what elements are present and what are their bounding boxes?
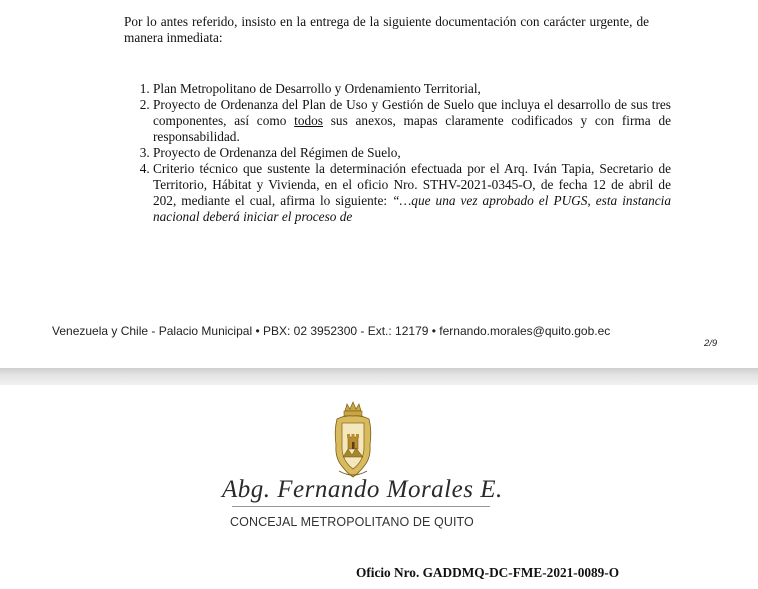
intro-paragraph: Por lo antes referido, insisto en la entrega de la siguiente documentación con carácter urgente, de manera inmediata:: [124, 14, 649, 45]
page-number: 2/9: [704, 338, 718, 349]
page-separator: [0, 368, 758, 385]
signature: Abg. Fernando Morales E.: [222, 476, 503, 503]
signature-title: CONCEJAL METROPOLITANO DE QUITO: [230, 515, 474, 529]
italic-quote: “…que una vez aprobado el PUGS, esta instancia nacional deberá iniciar el proceso de: [153, 193, 671, 224]
quito-coat-of-arms-icon: [331, 401, 375, 479]
list-item: 1. Plan Metropolitano de Desarrollo y Ordenamiento Territorial,: [153, 81, 671, 97]
page-footer: Venezuela y Chile - Palacio Municipal • PBX: 02 3952300 - Ext.: 12179 • fernando.morales@quito.gob.ec: [52, 324, 611, 338]
underlined-word: todos: [294, 113, 323, 128]
signature-rule: [232, 506, 490, 507]
oficio-number: Oficio Nro. GADDMQ-DC-FME-2021-0089-O: [356, 565, 620, 580]
list-item: 3. Proyecto de Ordenanza del Régimen de Suelo,: [153, 145, 671, 161]
document-page-3: [0, 385, 758, 589]
list-item: 2. Proyecto de Ordenanza del Plan de Uso y Gestión de Suelo que incluya el desarrollo de sus tres componentes, así como todos sus anexos, mapas claramente codificados y con firma de responsabilidad.: [153, 97, 671, 145]
list-item: 4. Criterio técnico que sustente la determinación efectuada por el Arq. Iván Tapia, Secretario de Territorio, Hábitat y Vivienda, en el oficio Nro. STHV-2021-0345-O, de fecha 12 de abril de 202, mediante el cual, afirma lo siguiente: “…que una vez aprobado el PUGS, esta instancia nacional deberá iniciar el proceso de: [153, 161, 671, 225]
requested-documents-list: [131, 81, 671, 225]
